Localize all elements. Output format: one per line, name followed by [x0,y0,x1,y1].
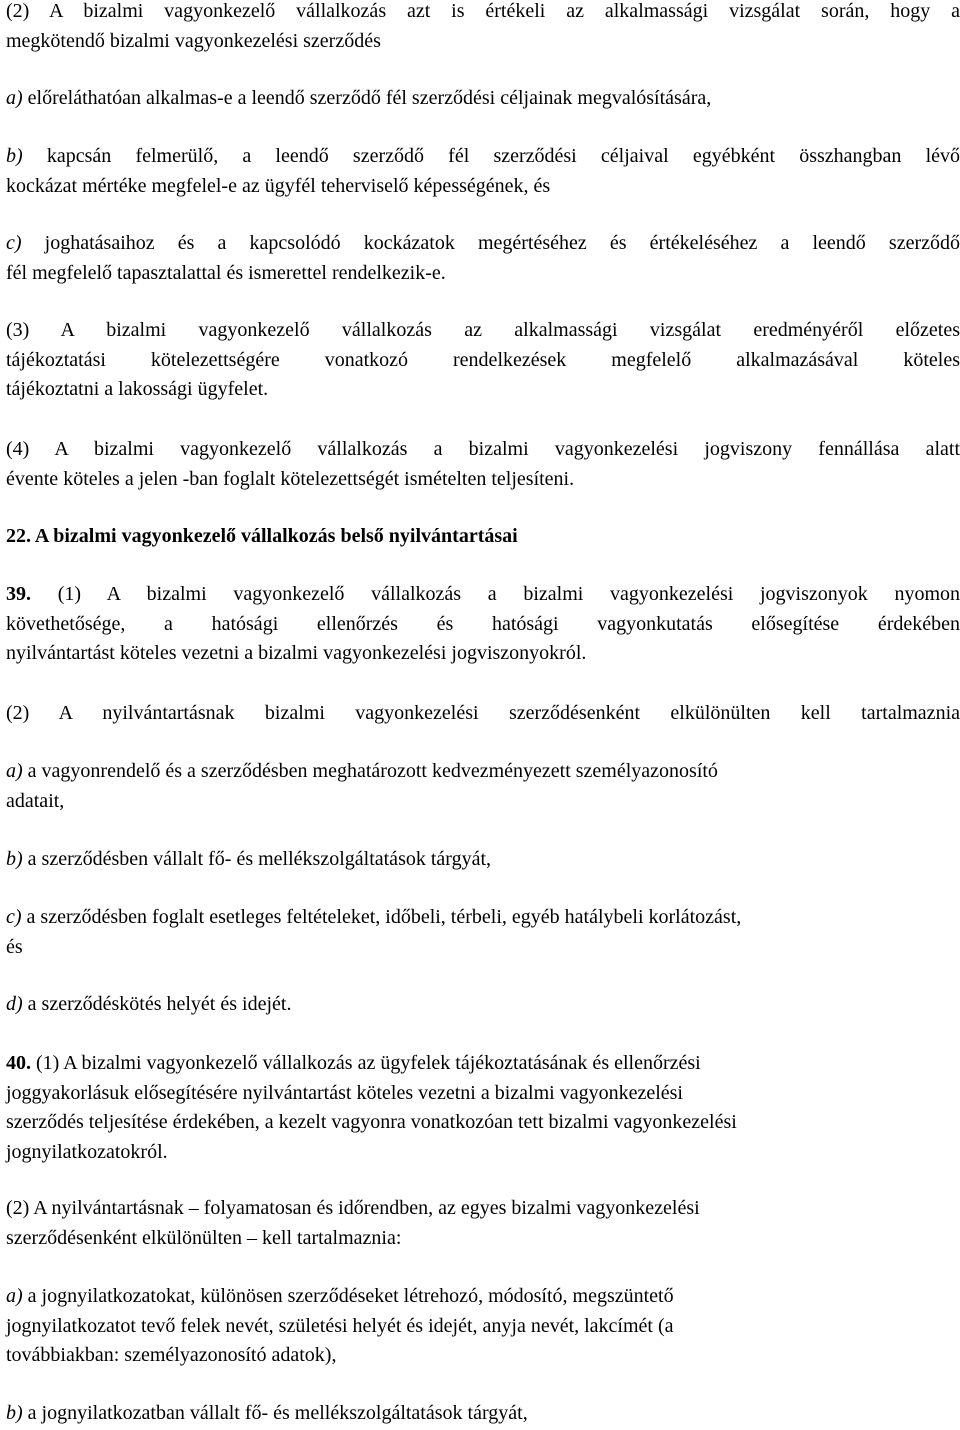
list-item-line [6,84,960,114]
list-item-text: kapcsán felmerülő, a leendő szerződő fél szerződési céljaival egyébként összhangban lévő [46,145,960,167]
list-item-text: a jognyilatkozatokat, különösen szerződéseket létrehozó, módosító, megszüntető [27,1285,674,1307]
list-item-label: c) [6,906,22,928]
section-heading-22 [6,522,960,552]
list-item-line [6,845,960,875]
list-item-d [6,990,960,1020]
list-item-text: a szerződésben vállalt fő- és mellékszolgáltatások tárgyát, [27,848,492,870]
paragraph-4 [6,435,960,494]
section-39-paragraph-2 [6,699,960,729]
section-text: (1) A bizalmi vagyonkezelő vállalkozás az ügyfelek tájékoztatásának és ellenőrzési [36,1052,701,1074]
list-item-line: adatait, [6,789,65,812]
list-item-line [6,757,960,787]
list-item-c [6,903,960,962]
section-line: követhetősége, a hatósági ellenőrzés és hatósági vagyonkutatás elősegítése érdekében [6,612,960,635]
paragraph-line: tájékoztatási kötelezettségére vonatkozó rendelkezések megfelelő alkalmazásával köteles [6,348,960,371]
list-item-line [6,1282,960,1312]
list-item-label: c) [6,232,22,254]
section-40 [6,1049,960,1167]
list-item-b [6,142,960,201]
list-item-c [6,229,960,288]
list-item-line [6,903,960,933]
list-item-line: és [6,935,23,958]
paragraph-line: (2) A nyilvántartásnak – folyamatosan és időrendben, az egyes bizalmi vagyonkezelési [6,1197,700,1219]
section-heading: 22. A bizalmi vagyonkezelő vállalkozás belső nyilvántartásai [6,525,518,547]
list-item-line: kockázat mértéke megfelel-e az ügyfél teherviselő képességének, és [6,174,551,197]
paragraph-line: tájékoztatni a lakossági ügyfelet. [6,378,269,400]
list-item-label: b) [6,1402,23,1424]
list-item-text: joghatásaihoz és a kapcsolódó kockázatok megértéséhez és értékeléséhez a leendő szerződő [44,232,960,254]
paragraph-line: (2) A bizalmi vagyonkezelő vállalkozás azt is értékeli az alkalmassági vizsgálat során, hogy a [6,0,960,22]
list-item-text: a jognyilatkozatban vállalt fő- és mellékszolgáltatások tárgyát, [27,1402,528,1424]
list-item-b [6,845,960,875]
paragraph-3 [6,316,960,405]
list-item-b [6,1399,960,1429]
list-item-text: a vagyonrendelő és a szerződésben meghatározott kedvezményezett személyazonosító [27,760,718,782]
section-text: (1) A bizalmi vagyonkezelő vállalkozás a bizalmi vagyonkezelési jogviszonyok nyomon [57,583,960,605]
list-item-text: a szerződésben foglalt esetleges feltételeket, időbeli, térbeli, egyéb hatálybeli korlátozást, [26,906,742,928]
section-line: nyilvántartást köteles vezetni a bizalmi vagyonkezelési jogviszonyokról. [6,642,587,664]
list-item-label: b) [6,145,23,167]
paragraph-2-valuation [6,0,960,56]
paragraph-line [6,465,960,495]
paragraph-text: évente köteles a jelen [6,467,183,490]
section-line: jognyilatkozatokról. [6,1140,168,1163]
list-item-label: d) [6,993,23,1015]
list-item-line: jognyilatkozatot tevő felek nevét, születési helyét és idejét, anyja nevét, lakcímét (a [6,1314,674,1337]
list-item-line [6,990,960,1020]
section-39 [6,580,960,669]
list-item-text: a szerződéskötés helyét és idejét. [27,993,292,1015]
list-item-label: a) [6,87,23,109]
paragraph-line: (4) A bizalmi vagyonkezelő vállalkozás a bizalmi vagyonkezelési jogviszony fennállása alatt [6,438,960,460]
paragraph-line: szerződésenként elkülönülten – kell tartalmaznia: [6,1226,402,1249]
list-item-label: a) [6,760,23,782]
section-line [6,580,960,610]
list-item-a [6,1282,960,1371]
list-item-text: előreláthatóan alkalmas-e a leendő szerződő fél szerződési céljainak megvalósítására, [27,87,712,109]
list-item-line [6,142,960,172]
section-number: 40. [6,1052,31,1074]
list-item-line: továbbiakban: személyazonosító adatok), [6,1344,337,1366]
list-item-a [6,84,960,114]
list-item-a [6,757,960,816]
section-line [6,1049,960,1079]
section-40-paragraph-2 [6,1194,960,1253]
paragraph-line: megkötendő bizalmi vagyonkezelési szerződés [6,29,381,52]
section-line: szerződés teljesítése érdekében, a kezelt vagyonra vonatkozóan tett bizalmi vagyonkezelési [6,1111,737,1133]
list-item-label: b) [6,848,23,870]
list-item-line: fél megfelelő tapasztalattal és ismerettel rendelkezik-e. [6,261,446,284]
list-item-label: a) [6,1285,23,1307]
list-item-line [6,229,960,259]
section-number: 39. [6,583,31,605]
section-line: joggyakorlásuk elősegítésére nyilvántartást köteles vezetni a bizalmi vagyonkezelési [6,1081,683,1104]
paragraph-line: (3) A bizalmi vagyonkezelő vállalkozás az alkalmassági vizsgálat eredményéről előzetes [6,319,960,341]
paragraph-line: (2) A nyilvántartásnak bizalmi vagyonkezelési szerződésenként elkülönülten kell tartalmaznia [6,702,960,724]
paragraph-text: -ban foglalt kötelezettségét ismételten teljesíteni. [182,467,575,490]
list-item-line [6,1399,960,1429]
